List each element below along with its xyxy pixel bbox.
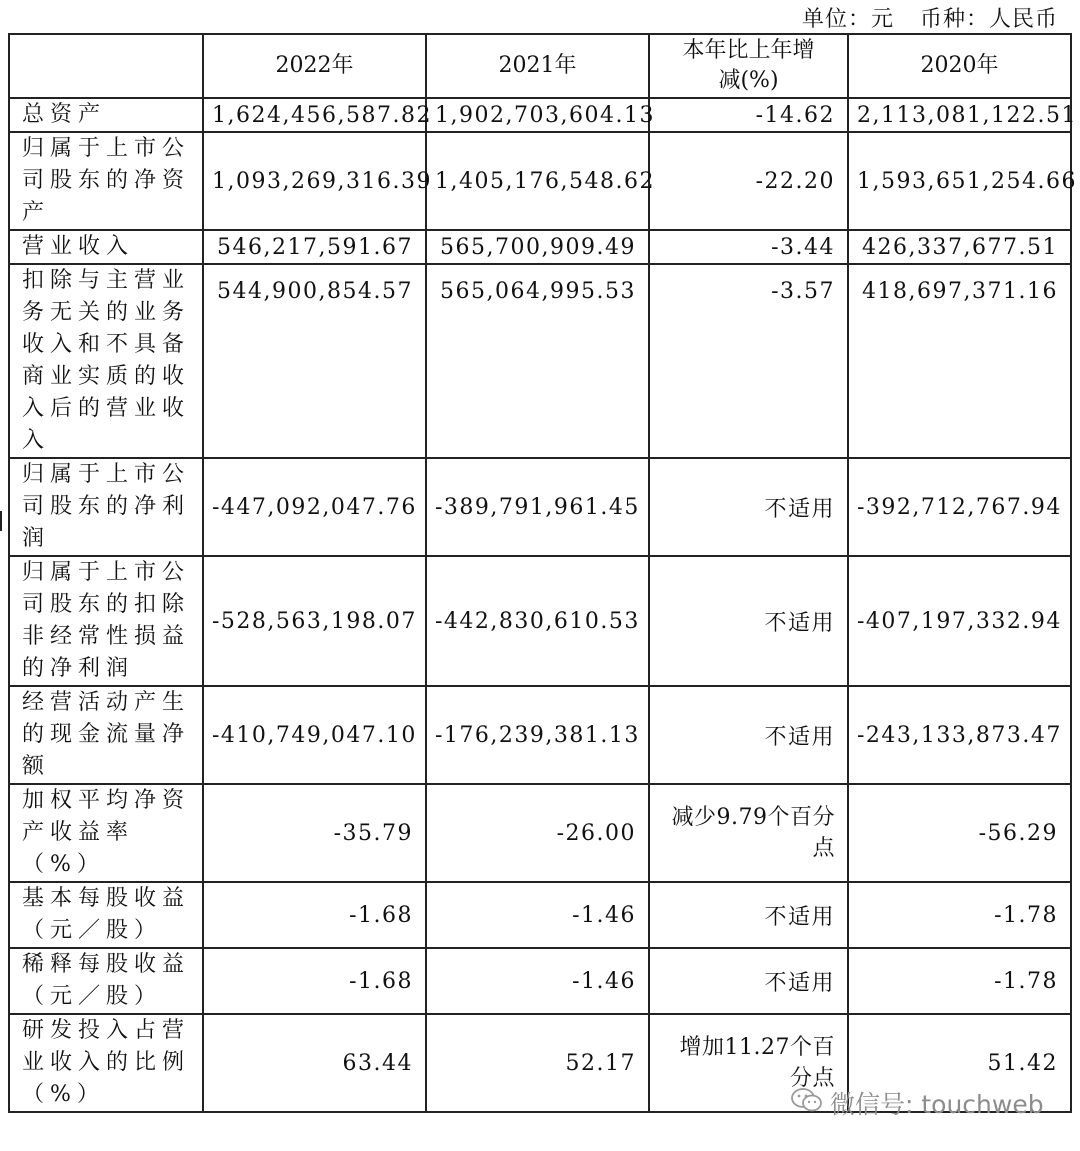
table-row bbox=[9, 458, 1071, 556]
header-2021: 2021年 bbox=[426, 34, 649, 98]
table-row bbox=[9, 230, 1071, 264]
cell-2021: -1.46 bbox=[426, 948, 649, 1014]
cell-2021: 565,700,909.49 bbox=[426, 230, 649, 264]
cell-change: 增加11.27个百分点 bbox=[649, 1014, 848, 1112]
cell-change: -3.44 bbox=[649, 230, 848, 264]
watermark bbox=[790, 1085, 1044, 1121]
cell-2021: -1.46 bbox=[426, 882, 649, 948]
cell-2020: 418,697,371.16 bbox=[848, 264, 1071, 458]
cell-2022: 1,624,456,587.82 bbox=[203, 98, 426, 132]
wechat-icon bbox=[790, 1086, 830, 1120]
cell-2021: -26.00 bbox=[426, 784, 649, 882]
cell-2021: 1,405,176,548.62 bbox=[426, 132, 649, 230]
cell-2020: 426,337,677.51 bbox=[848, 230, 1071, 264]
cell-2020: 51.42 bbox=[848, 1014, 1071, 1112]
cell-2022: 544,900,854.57 bbox=[203, 264, 426, 458]
row-label: 研发投入占营业收入的比例（%） bbox=[9, 1014, 203, 1112]
row-label: 经营活动产生的现金流量净额 bbox=[9, 686, 203, 784]
cell-2021: 52.17 bbox=[426, 1014, 649, 1112]
cell-2022: 63.44 bbox=[203, 1014, 426, 1112]
unit-label: 单位：元 bbox=[801, 7, 894, 32]
cell-2022: -528,563,198.07 bbox=[203, 556, 426, 686]
cell-2021: -389,791,961.45 bbox=[426, 458, 649, 556]
cell-2020: 1,593,651,254.66 bbox=[848, 132, 1071, 230]
row-label: 归属于上市公司股东的净资产 bbox=[9, 132, 203, 230]
table-row bbox=[9, 132, 1071, 230]
cell-2021: 1,902,703,604.13 bbox=[426, 98, 649, 132]
left-edge-mark bbox=[0, 511, 2, 531]
cell-2022: -1.68 bbox=[203, 948, 426, 1014]
cell-change: 不适用 bbox=[649, 948, 848, 1014]
row-label: 营业收入 bbox=[9, 230, 203, 264]
cell-2020: -1.78 bbox=[848, 882, 1071, 948]
watermark-text: 微信号: touchweb bbox=[830, 1090, 1044, 1119]
cell-2021: -176,239,381.13 bbox=[426, 686, 649, 784]
cell-2022: -35.79 bbox=[203, 784, 426, 882]
cell-change: 不适用 bbox=[649, 556, 848, 686]
cell-2021: 565,064,995.53 bbox=[426, 264, 649, 458]
cell-2020: -56.29 bbox=[848, 784, 1071, 882]
table-row bbox=[9, 882, 1071, 948]
row-label: 稀释每股收益（元／股） bbox=[9, 948, 203, 1014]
cell-2020: -243,133,873.47 bbox=[848, 686, 1071, 784]
cell-2020: 2,113,081,122.51 bbox=[848, 98, 1071, 132]
header-2020: 2020年 bbox=[848, 34, 1071, 98]
cell-2020: -392,712,767.94 bbox=[848, 458, 1071, 556]
cell-2022: -447,092,047.76 bbox=[203, 458, 426, 556]
header-row bbox=[9, 34, 1071, 98]
cell-2020: -1.78 bbox=[848, 948, 1071, 1014]
cell-2021: -442,830,610.53 bbox=[426, 556, 649, 686]
header-change: 本年比上年增减(%) bbox=[649, 34, 848, 98]
row-label: 加权平均净资产收益率（%） bbox=[9, 784, 203, 882]
table-row bbox=[9, 948, 1071, 1014]
cell-change: -3.57 bbox=[649, 264, 848, 458]
cell-change: -14.62 bbox=[649, 98, 848, 132]
cell-change: 不适用 bbox=[649, 882, 848, 948]
financial-table bbox=[8, 33, 1077, 1113]
cell-2022: 1,093,269,316.39 bbox=[203, 132, 426, 230]
table-row bbox=[9, 556, 1071, 686]
row-label: 归属于上市公司股东的净利润 bbox=[9, 458, 203, 556]
cell-change: 不适用 bbox=[649, 458, 848, 556]
row-label: 总资产 bbox=[9, 98, 203, 132]
table-row bbox=[9, 784, 1071, 882]
cell-change: 不适用 bbox=[649, 686, 848, 784]
cell-2022: 546,217,591.67 bbox=[203, 230, 426, 264]
cell-2022: -1.68 bbox=[203, 882, 426, 948]
unit-line bbox=[784, 2, 1058, 33]
cell-change: 减少9.79个百分点 bbox=[649, 784, 848, 882]
cell-change: -22.20 bbox=[649, 132, 848, 230]
row-label: 基本每股收益（元／股） bbox=[9, 882, 203, 948]
header-2022: 2022年 bbox=[203, 34, 426, 98]
header-blank bbox=[9, 34, 203, 98]
cell-2020: -407,197,332.94 bbox=[848, 556, 1071, 686]
row-label: 归属于上市公司股东的扣除非经常性损益的净利润 bbox=[9, 556, 203, 686]
currency-label: 币种：人民币 bbox=[919, 7, 1058, 32]
table-row bbox=[9, 264, 1071, 458]
table-row bbox=[9, 686, 1071, 784]
cell-2022: -410,749,047.10 bbox=[203, 686, 426, 784]
row-label: 扣除与主营业务无关的业务收入和不具备商业实质的收入后的营业收入 bbox=[9, 264, 203, 458]
table-row bbox=[9, 98, 1071, 132]
